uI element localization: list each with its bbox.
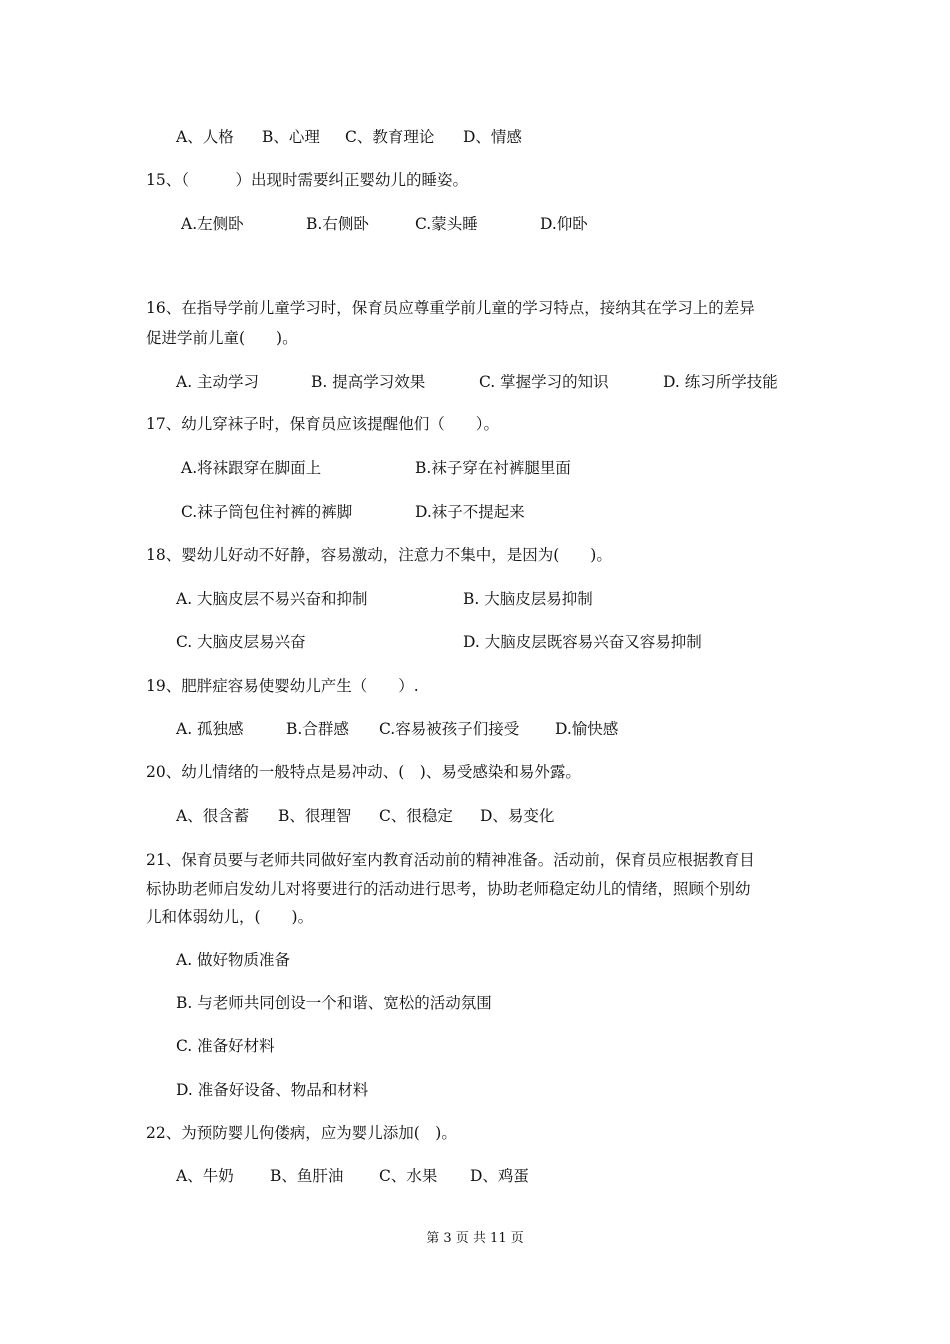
question-16-stem-line1: 16、在指导学前儿童学习时，保育员应尊重学前儿童的学习特点，接纳其在学习上的差异 [146, 299, 755, 317]
question-16-stem-line2: 促进学前儿童( )。 [146, 329, 298, 347]
q22-option-c: C、水果 [379, 1167, 438, 1185]
q20-option-b: B、很理智 [278, 807, 352, 825]
q19-option-a: A. 孤独感 [176, 720, 244, 738]
q21-option-c: C. 准备好材料 [176, 1037, 275, 1055]
q19-option-d: D.愉快感 [555, 720, 619, 738]
q17-option-d: D.袜子不提起来 [415, 503, 525, 521]
q21-option-a: A. 做好物质准备 [176, 951, 291, 969]
q15-option-c: C.蒙头睡 [415, 215, 478, 233]
q16-option-c: C. 掌握学习的知识 [479, 373, 609, 391]
q21-option-d: D. 准备好设备、物品和材料 [176, 1081, 369, 1099]
question-21-stem-line3: 儿和体弱幼儿，( )。 [146, 908, 314, 926]
question-20-stem: 20、幼儿情绪的一般特点是易冲动、( )、易受感染和易外露。 [146, 763, 581, 781]
question-21-stem-line1: 21、保育员要与老师共同做好室内教育活动前的精神准备。活动前，保育员应根据教育目 [146, 851, 755, 869]
question-21-stem-line2: 标协助老师启发幼儿对将要进行的活动进行思考，协助老师稳定幼儿的情绪，照顾个别幼 [146, 880, 751, 898]
q15-option-b: B.右侧卧 [306, 215, 369, 233]
q18-option-b: B. 大脑皮层易抑制 [463, 590, 593, 608]
option-b: B、心理 [262, 128, 320, 146]
q21-option-b: B. 与老师共同创设一个和谐、宽松的活动氛围 [176, 994, 492, 1012]
option-a: A、人格 [176, 128, 234, 146]
q17-option-c: C.袜子筒包住衬裤的裤脚 [181, 503, 353, 521]
q16-option-d: D. 练习所学技能 [663, 373, 778, 391]
option-d: D、情感 [463, 128, 522, 146]
page-footer: 第 3 页 共 11 页 [426, 1231, 524, 1246]
q18-option-d: D. 大脑皮层既容易兴奋又容易抑制 [463, 633, 702, 651]
q20-option-a: A、很含蓄 [176, 807, 250, 825]
q18-option-a: A. 大脑皮层不易兴奋和抑制 [176, 590, 368, 608]
q17-option-a: A.将袜跟穿在脚面上 [181, 459, 322, 477]
q18-option-c: C. 大脑皮层易兴奋 [176, 633, 306, 651]
question-18-stem: 18、婴幼儿好动不好静，容易激动，注意力不集中，是因为( )。 [146, 546, 612, 564]
q20-option-d: D、易变化 [480, 807, 555, 825]
q22-option-a: A、牛奶 [176, 1167, 234, 1185]
question-15-stem: 15、（ ）出现时需要纠正婴幼儿的睡姿。 [146, 171, 468, 189]
question-19-stem: 19、肥胖症容易使婴幼儿产生（ ）. [146, 677, 419, 695]
q22-option-d: D、鸡蛋 [470, 1167, 529, 1185]
q19-option-c: C.容易被孩子们接受 [379, 720, 520, 738]
q22-option-b: B、鱼肝油 [270, 1167, 344, 1185]
question-17-stem: 17、幼儿穿袜子时，保育员应该提醒他们（ ）。 [146, 415, 499, 433]
q17-option-b: B.袜子穿在衬裤腿里面 [415, 459, 571, 477]
q15-option-a: A.左侧卧 [181, 215, 244, 233]
q15-option-d: D.仰卧 [540, 215, 588, 233]
question-22-stem: 22、为预防婴儿佝偻病，应为婴儿添加( )。 [146, 1124, 457, 1142]
q20-option-c: C、很稳定 [379, 807, 453, 825]
option-c: C、教育理论 [345, 128, 435, 146]
q16-option-a: A. 主动学习 [176, 373, 260, 391]
q16-option-b: B. 提高学习效果 [311, 373, 426, 391]
q19-option-b: B.合群感 [286, 720, 349, 738]
